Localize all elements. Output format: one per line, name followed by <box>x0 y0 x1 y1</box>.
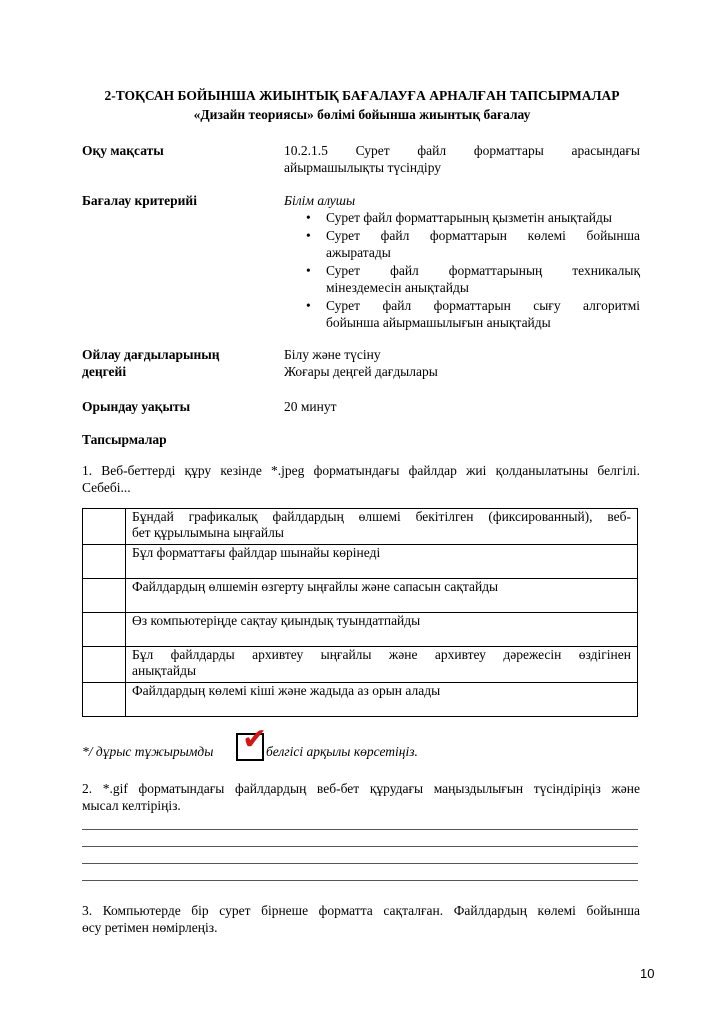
page-title: 2-ТОҚСАН БОЙЫНША ЖИЫНТЫҚ БАҒАЛАУҒА АРНАЛҒАН ТАПСЫРМАЛАР <box>104 88 620 103</box>
bullet-icon: • <box>306 298 311 313</box>
criteria-label: Бағалау критерийі <box>82 193 197 208</box>
criteria-intro: Білім алушы <box>284 193 356 208</box>
question1-line1: 1. Веб-беттерді құру кезінде *.jpeg форматындағы файлдар жиі қолданылатыны белгілі. <box>82 463 640 478</box>
criteria-item: • Сурет файл форматтарын көлемі бойынша ажыратады <box>306 228 640 260</box>
thinking-label-line1: Ойлау дағдыларының <box>82 347 220 362</box>
question2-line1: 2. *.gif форматындағы файлдардың веб-бет құрудағы маңыздылығын түсіндіріңіз және <box>82 781 640 796</box>
page-subtitle: «Дизайн теориясы» бөлімі бойынша жиынтық бағалау <box>193 107 531 122</box>
instruction-after: белгісі арқылы көрсетіңіз. <box>266 744 418 759</box>
checkmark-icon: ✔ <box>242 722 268 757</box>
time-label: Орындау уақыты <box>82 399 191 414</box>
option-text: Файлдардың көлемі кіші және жадыда аз орын алады <box>126 683 638 717</box>
criteria-item: • Сурет файл форматтарының қызметін анықтайды <box>306 210 612 225</box>
answer-line[interactable] <box>82 863 638 864</box>
thinking-label-line2: деңгейі <box>82 364 127 379</box>
option-text: Бұл файлдарды архивтеу ыңғайлы және архивтеу дәрежесін өздігінен анықтайды <box>126 647 638 683</box>
answer-checkbox-cell[interactable] <box>83 647 126 683</box>
option-text: Файлдардың өлшемін өзгерту ыңғайлы және сапасын сақтайды <box>126 579 638 613</box>
table-row <box>83 579 638 613</box>
option-text: Бұл форматтағы файлдар шынайы көрінеді <box>126 545 638 579</box>
answer-checkbox-cell[interactable] <box>83 509 126 545</box>
objective-line1: 10.2.1.5 Сурет файл форматтары арасындағы <box>284 143 640 158</box>
answer-line[interactable] <box>82 880 638 881</box>
question2-line2: мысал келтіріңіз. <box>82 798 181 813</box>
objective-line2: айырмашылықты түсіндіру <box>284 160 442 175</box>
answer-checkbox-cell[interactable] <box>83 683 126 717</box>
table-row <box>83 613 638 647</box>
bullet-icon: • <box>306 263 311 278</box>
option-text: Бұндай графикалық файлдардың өлшемі бекітілген (фиксированный), веб- бет құрылымына ыңғайлы <box>126 509 638 545</box>
thinking-value1: Білу және түсіну <box>284 347 381 362</box>
question3-line2: өсу ретімен нөмірлеңіз. <box>82 920 218 935</box>
answer-checkbox-cell[interactable] <box>83 545 126 579</box>
answer-line[interactable] <box>82 829 638 830</box>
tasks-heading: Тапсырмалар <box>82 432 167 447</box>
table-row <box>83 545 638 579</box>
answer-checkbox-cell[interactable] <box>83 613 126 647</box>
instruction-before: */ дұрыс тұжырымды <box>82 744 214 759</box>
objective-label: Оқу мақсаты <box>82 143 164 158</box>
table-row <box>83 683 638 717</box>
criteria-item: • Сурет файл форматтарының техникалық мінездемесін анықтайды <box>306 263 640 295</box>
thinking-value2: Жоғары деңгей дағдылары <box>284 364 438 379</box>
criteria-item: • Сурет файл форматтарын сығу алгоритмі бойынша айырмашылығын анықтайды <box>306 298 640 330</box>
option-text: Өз компьютеріңде сақтау қиындық туындатпайды <box>126 613 638 647</box>
criteria-list <box>306 209 640 332</box>
time-value: 20 минут <box>284 399 337 414</box>
table-row <box>83 647 638 683</box>
question1-line2: Себебі... <box>82 480 131 495</box>
answer-options-table <box>82 508 638 717</box>
bullet-icon: • <box>306 210 311 225</box>
checkbox-example <box>236 722 268 761</box>
bullet-icon: • <box>306 228 311 243</box>
question3-line1: 3. Компьютерде бір сурет бірнеше форматта сақталған. Файлдардың көлемі бойынша <box>82 903 640 918</box>
answer-checkbox-cell[interactable] <box>83 579 126 613</box>
answer-line[interactable] <box>82 846 638 847</box>
page-number: 10 <box>640 966 655 981</box>
table-row <box>83 509 638 545</box>
